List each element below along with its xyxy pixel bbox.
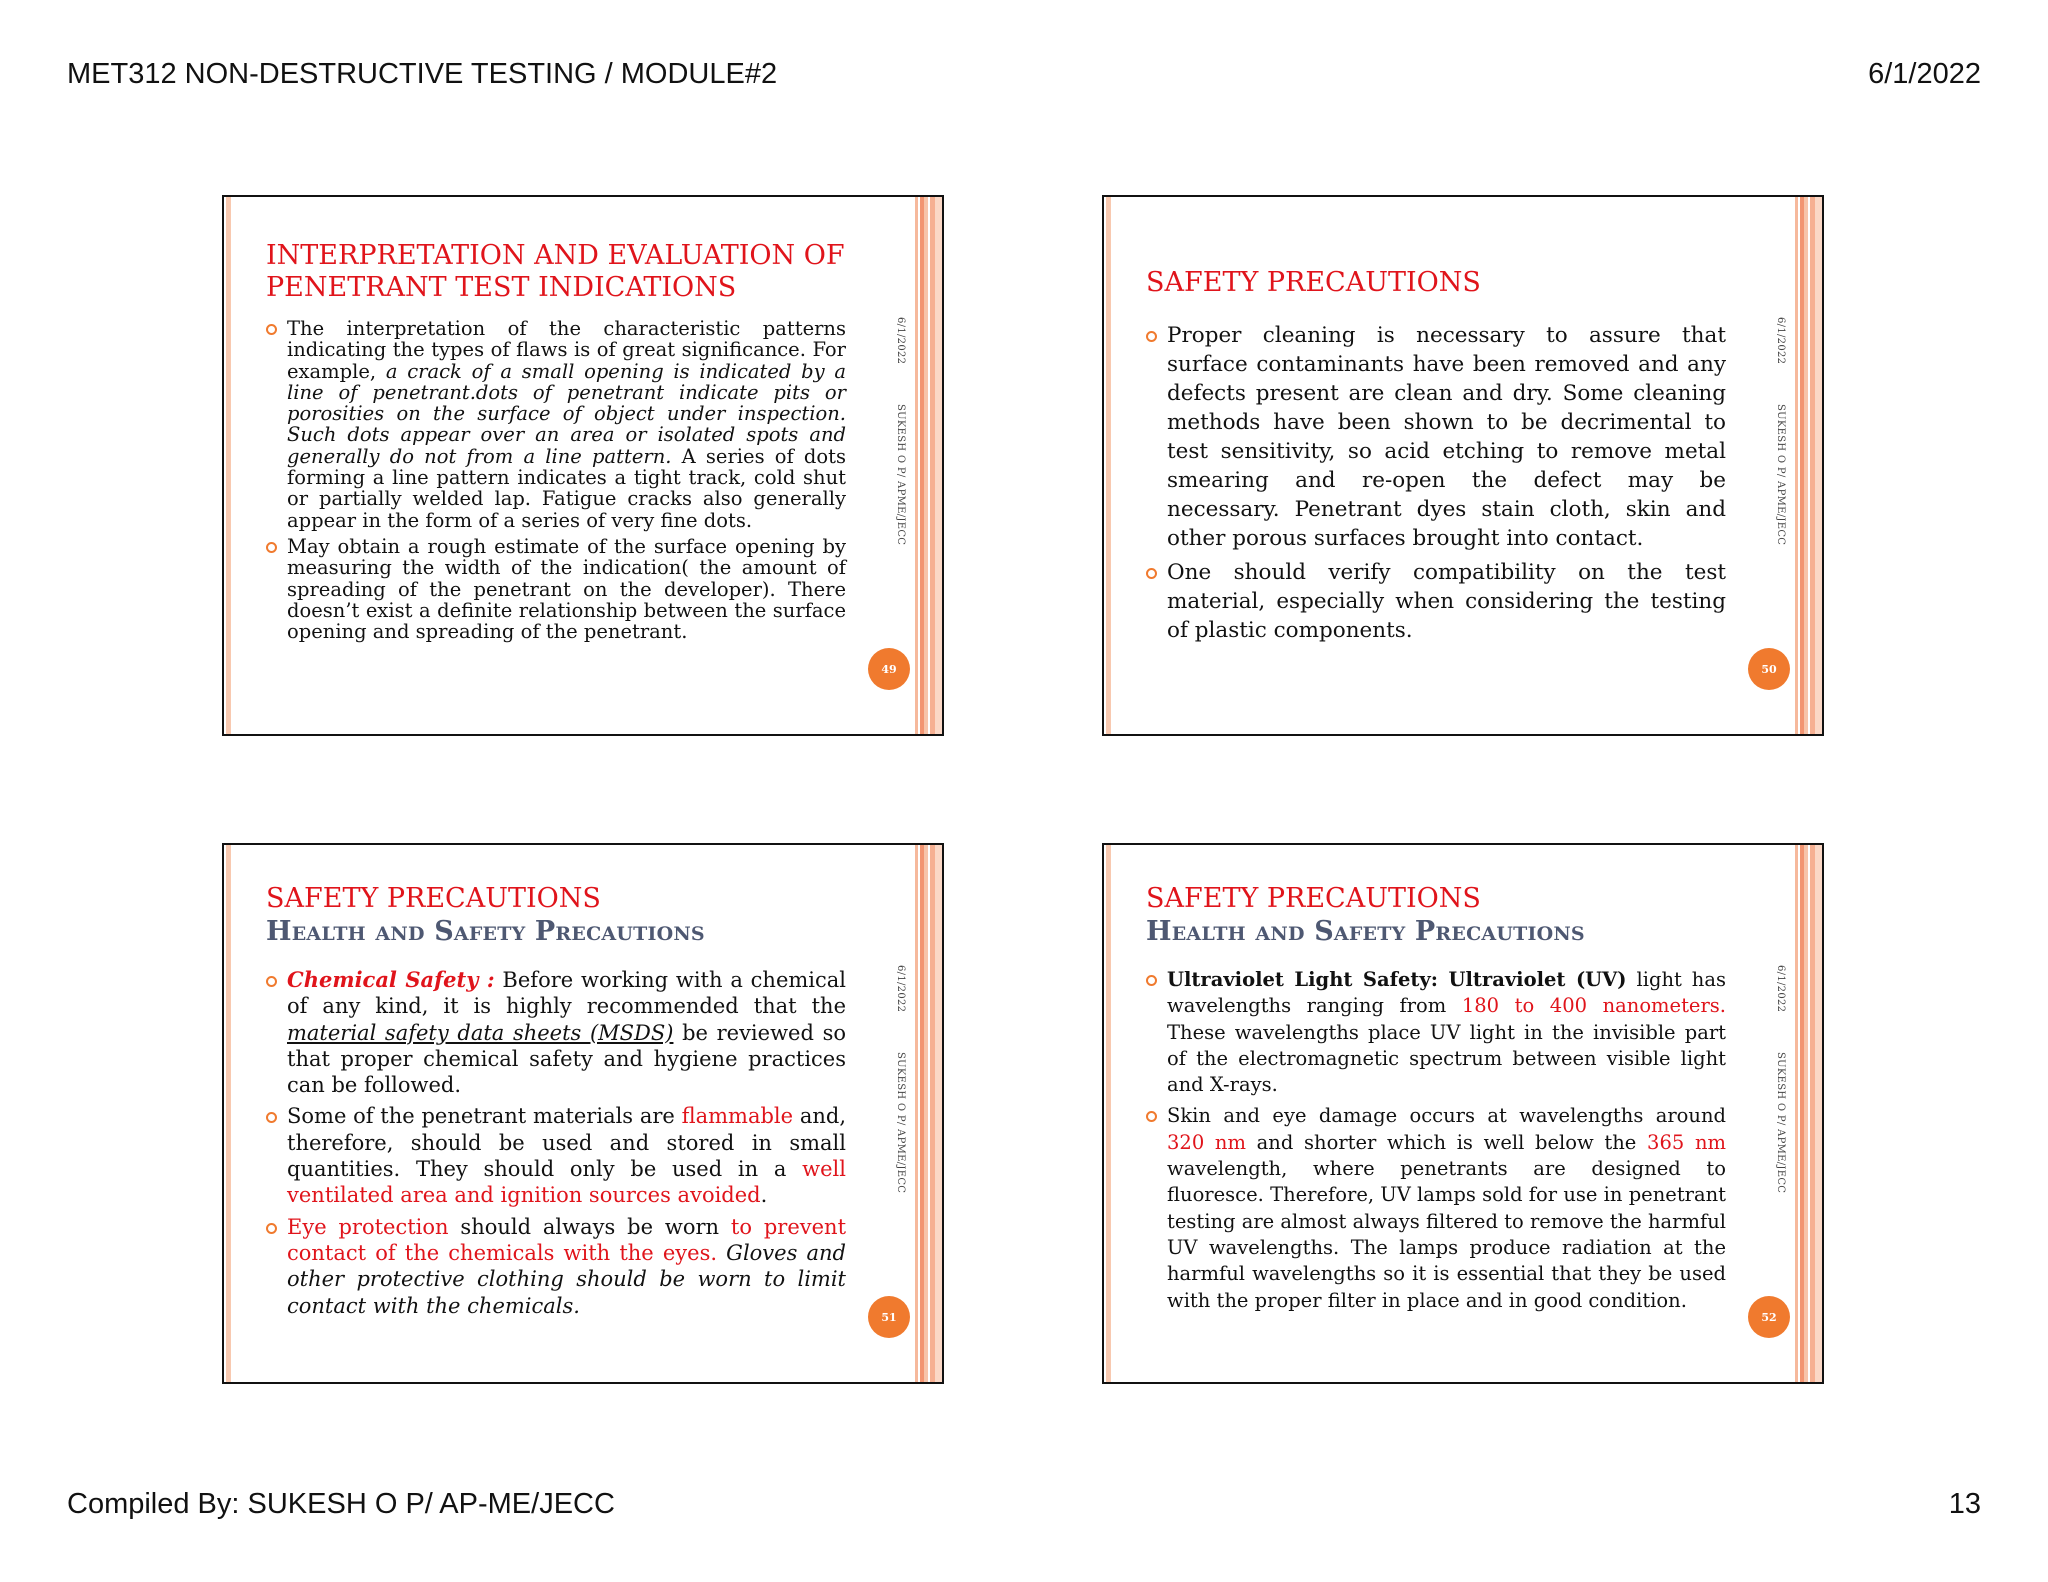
slide-side-author: SUKESH O P/ APME/JECC <box>1775 1052 1786 1194</box>
slide-side-stripes <box>912 197 942 734</box>
bullet-item <box>266 1103 846 1208</box>
bullet-item <box>1146 321 1726 553</box>
bullet-highlight: well ventilated area and ignition sources avoided <box>287 1157 846 1208</box>
bullet-highlight: Eye protection <box>287 1214 449 1239</box>
slide-left-stripe <box>226 197 231 734</box>
bullet-text: The interpretation of the characteristic patterns indicating the types of flaws is of great significance. For example, <box>287 317 846 383</box>
slide-title: SAFETY PRECAUTIONS <box>1146 883 1481 914</box>
slide-subtitle: Health and Safety Precautions <box>266 916 705 947</box>
slide-title: SAFETY PRECAUTIONS <box>1146 267 1481 298</box>
bullet-text: A series of dots forming a line pattern indicates a tight track, cold shut or partially welded lap. Fatigue cracks also generally appear in the form of a series of very fine dots. <box>287 444 846 532</box>
bullet-list <box>266 318 846 642</box>
page-header-title: MET312 NON-DESTRUCTIVE TESTING / MODULE#2 <box>67 58 778 90</box>
slide-side-text <box>895 317 906 546</box>
bullet-list <box>1146 967 1726 1314</box>
slide-number-badge: 50 <box>1748 648 1790 690</box>
bullet-label: Chemical Safety : <box>287 967 495 992</box>
msds-link[interactable]: material safety data sheets (MSDS) <box>287 1020 674 1045</box>
slide-side-date: 6/1/2022 <box>1775 965 1786 1013</box>
slide-subtitle: Health and Safety Precautions <box>1146 916 1585 947</box>
bullet-item <box>266 318 846 531</box>
slide-side-stripes <box>1792 197 1822 734</box>
slide-side-author: SUKESH O P/ APME/JECC <box>895 404 906 546</box>
bullet-highlight: 320 nm <box>1167 1130 1246 1154</box>
bullet-item <box>266 1214 846 1319</box>
slide-side-author: SUKESH O P/ APME/JECC <box>895 1052 906 1194</box>
slide-side-date: 6/1/2022 <box>895 965 906 1013</box>
slide-title: INTERPRETATION AND EVALUATION OF PENETRANT TEST INDICATIONS <box>266 240 845 303</box>
bullet-item <box>1146 558 1726 645</box>
slide-content <box>1146 883 1726 1319</box>
bullet-text: be reviewed so that proper chemical safety and hygiene practices can be followed. <box>287 1020 846 1098</box>
bullet-text: Some of the penetrant materials are <box>287 1104 682 1129</box>
slide-content <box>1146 267 1726 650</box>
slide-side-text <box>1775 965 1786 1194</box>
slide-side-author: SUKESH O P/ APME/JECC <box>1775 404 1786 546</box>
bullet-item <box>1146 967 1726 1098</box>
slide-number-badge: 49 <box>868 648 910 690</box>
bullet-list <box>266 967 846 1319</box>
slide-49 <box>222 195 944 736</box>
bullet-italic-text: Gloves and other protective clothing should be worn to limit contact with the chemicals. <box>287 1240 846 1318</box>
slide-number-badge: 52 <box>1748 1296 1790 1338</box>
bullet-text: Proper cleaning is necessary to assure that surface contaminants have been removed and any defects present are clean and dry. Some cleaning methods have been shown to be decrimental to test sensitivity, so acid etching to remove metal smearing and re-open the defect may be necessary. Penetrant dyes stain cloth, skin and other porous surfaces brought into contact. <box>1167 323 1726 551</box>
bullet-italic-text: a crack of a small opening is indicated by a line of penetrant.dots of penetrant indicate pits or porosities on the surface of object under inspection. Such dots appear over an area or isolated spots and generally do not from a line pattern. <box>287 359 846 468</box>
slide-side-text <box>895 965 906 1194</box>
bullet-text: These wavelengths place UV light in the invisible part of the electromagnetic spectrum between visible light and X-rays. <box>1167 1020 1726 1097</box>
bullet-text: and, therefore, should be used and stored in small quantities. They should only be used in a <box>287 1104 846 1182</box>
bullet-text: and shorter which is well below the <box>1245 1130 1648 1154</box>
slide-side-text <box>1775 317 1786 546</box>
bullet-item <box>266 536 846 642</box>
bullet-item <box>1146 1103 1726 1313</box>
bullet-text: Skin and eye damage occurs at wavelengths around <box>1167 1104 1726 1128</box>
bullet-highlight: to prevent contact of the chemicals with the eyes. <box>287 1214 847 1265</box>
slide-51 <box>222 843 944 1384</box>
bullet-text: . <box>760 1183 768 1208</box>
bullet-text: wavelength, where penetrants are designed to fluoresce. Therefore, UV lamps sold for use in penetrant testing are almost always filtered to remove the harmful UV wavelengths. The lamps produce radiation at the harmful wavelengths so it is essential that they be used with the proper filter in place and in good condition. <box>1167 1157 1726 1312</box>
slide-content <box>266 240 846 647</box>
slide-side-stripes <box>1792 845 1822 1382</box>
slide-side-date: 6/1/2022 <box>1775 317 1786 365</box>
slide-52 <box>1102 843 1824 1384</box>
bullet-highlight: 365 nm <box>1647 1130 1727 1154</box>
slide-left-stripe <box>1106 197 1111 734</box>
bullet-item <box>266 967 846 1098</box>
bullet-text: May obtain a rough estimate of the surface opening by measuring the width of the indication( the amount of spreading of the penetrant on the developer). There doesn’t exist a definite relationship between the surface opening and spreading of the penetrant. <box>287 534 846 644</box>
page-header-date: 6/1/2022 <box>1868 58 1981 90</box>
slide-title: SAFETY PRECAUTIONS <box>266 883 601 914</box>
slide-number-badge: 51 <box>868 1296 910 1338</box>
bullet-text: should always be worn <box>448 1214 731 1239</box>
slide-content <box>266 883 846 1324</box>
slide-side-stripes <box>912 845 942 1382</box>
slide-side-date: 6/1/2022 <box>895 317 906 365</box>
bullet-text: light has wavelengths ranging from <box>1167 968 1726 1018</box>
slide-left-stripe <box>226 845 231 1382</box>
bullet-text: One should verify compatibility on the test material, especially when considering the testing of plastic components. <box>1167 560 1726 643</box>
bullet-text: Before working with a chemical of any kind, it is highly recommended that the <box>287 968 846 1019</box>
bullet-list <box>1146 321 1726 645</box>
bullet-highlight: 180 to 400 nanometers. <box>1461 994 1726 1018</box>
page-number: 13 <box>1948 1488 1981 1520</box>
bullet-label: Ultraviolet Light Safety: Ultraviolet (UV) <box>1167 968 1627 991</box>
bullet-highlight: flammable <box>681 1104 794 1129</box>
slide-left-stripe <box>1106 845 1111 1382</box>
slide-50 <box>1102 195 1824 736</box>
page-footer-credit: Compiled By: SUKESH O P/ AP-ME/JECC <box>67 1488 615 1520</box>
